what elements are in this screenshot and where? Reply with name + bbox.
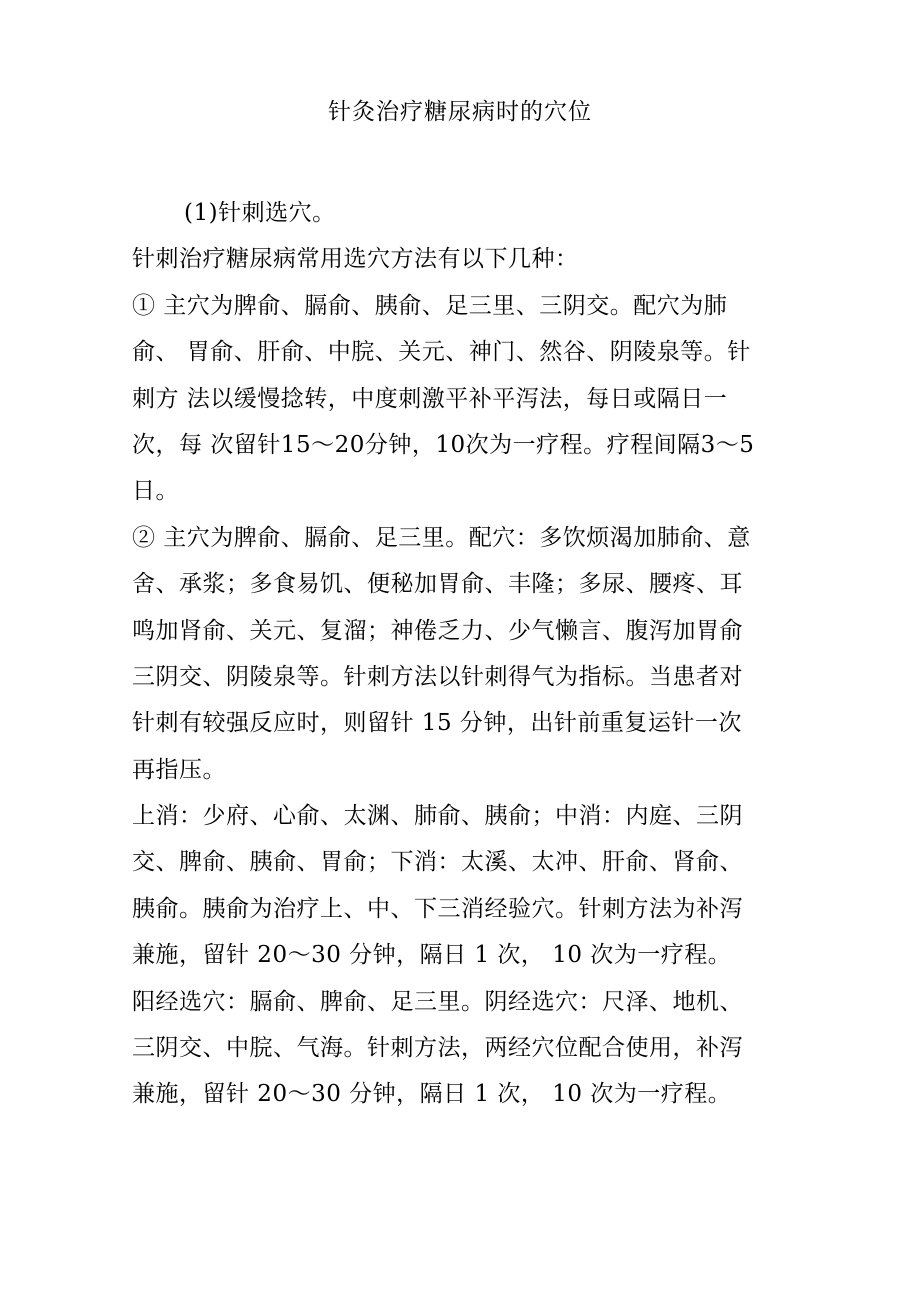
text-line: 兼施，留针 20〜30 分钟，隔日 1 次， 10 次为一疗程。 [132,1081,732,1108]
document-body [132,190,792,1118]
text-line: 兼施，留针 20〜30 分钟，隔日 1 次， 10 次为一疗程。 [132,942,732,969]
text-line: 阳经选穴：膈俞、脾俞、足三里。阴经选穴：尺泽、地机、 [132,988,743,1015]
text-line: 三阴交、阴陵泉等。针刺方法以针刺得气为指标。当患者对 [132,663,743,690]
text-line: 胰俞。胰俞为治疗上、中、下三消经验穴。针刺方法为补泻 [132,895,743,922]
text-line: 三阴交、中脘、气海。针刺方法，两经穴位配合使用，补泻 [132,1035,743,1062]
text-line: 日。 [132,478,179,505]
text-line: 再指压。 [132,756,226,783]
section-heading: (1)针刺选穴。 [184,200,336,226]
text-line: 针刺有较强反应时，则留针 15 分钟，出针前重复运针一次 [132,710,742,737]
text-line: 俞、 胃俞、肝俞、中脘、关元、神门、然谷、阴陵泉等。针 [132,339,751,366]
text-line: 鸣加肾俞、关元、复溜；神倦乏力、少气懒言、腹泻加胃俞 [132,617,743,644]
text-line: ① 主穴为脾俞、膈俞、胰俞、足三里、三阴交。配穴为肺 [132,292,728,319]
text-line: 刺方 法以缓慢捻转，中度刺激平补平泻法，每日或隔日一 [132,385,728,412]
text-line: 次，每 次留针15〜20分钟，10次为一疗程。疗程间隔3〜5 [132,431,755,458]
text-line: 针刺治疗糖尿病常用选穴方法有以下几种： [132,246,579,273]
text-line: 交、脾俞、胰俞、胃俞；下消：太溪、太冲、肝俞、肾俞、 [132,849,743,876]
text-line: 上消：少府、心俞、太渊、肺俞、胰俞；中消：内庭、三阴 [132,803,743,830]
document-title: 针灸治疗糖尿病时的穴位 [328,99,592,125]
text-line: 舍、承浆；多食易饥、便秘加胃俞、丰隆；多尿、腰疼、耳 [132,571,743,598]
text-line: ② 主穴为脾俞、膈俞、足三里。配穴：多饮烦渴加肺俞、意 [132,524,751,551]
